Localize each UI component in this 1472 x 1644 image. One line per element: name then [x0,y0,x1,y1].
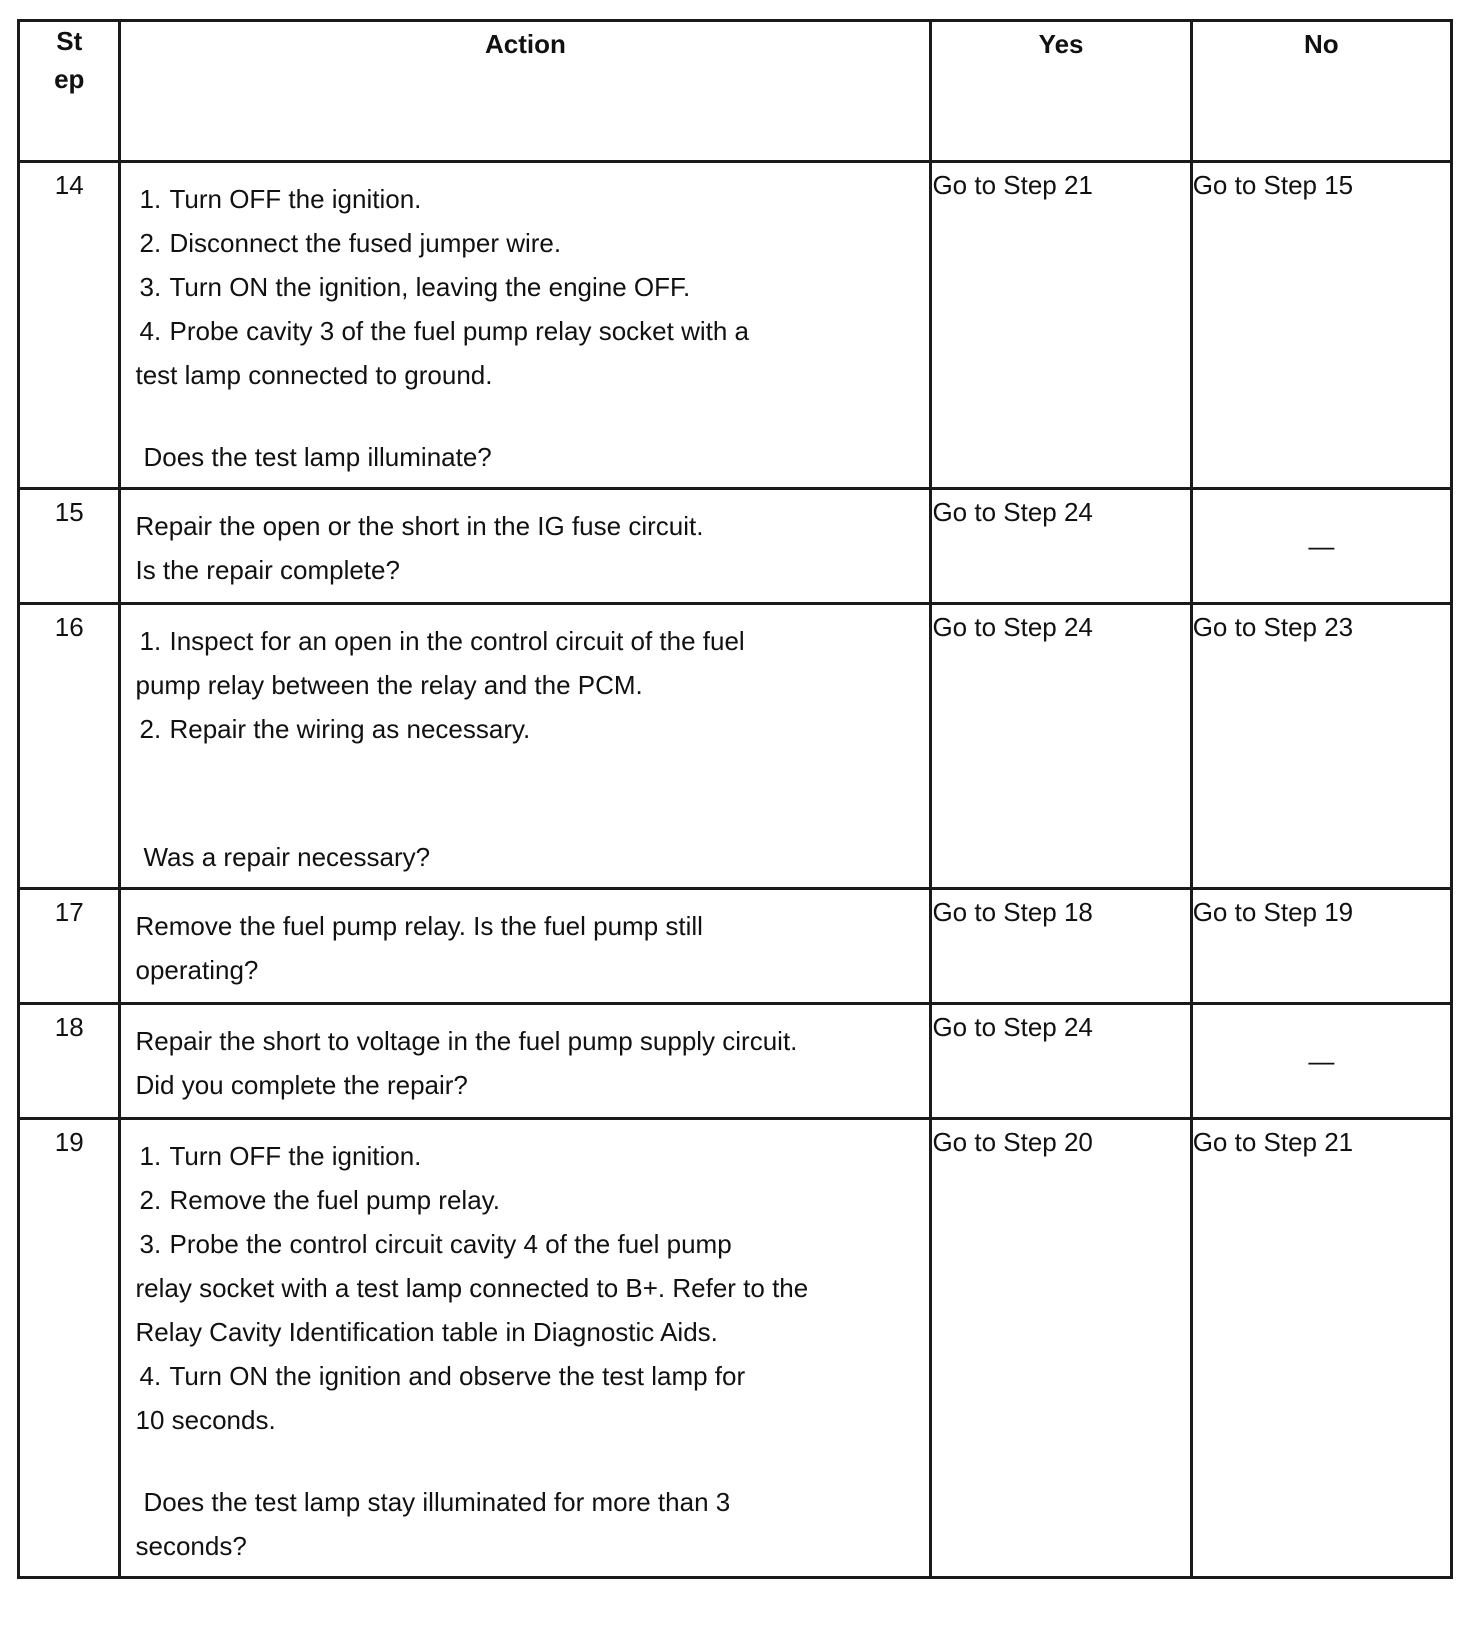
table-row [19,162,1452,489]
action-line: 4. Probe cavity 3 of the fuel pump relay socket with a [139,316,749,346]
action-line: 1. Turn OFF the ignition. [139,184,422,214]
action-line: 2. Disconnect the fused jumper wire. [139,228,562,258]
action-line: 4. Turn ON the ignition and observe the test lamp for [139,1361,746,1391]
action-line: Relay Cavity Identification table in Diagnostic Aids. [135,1317,718,1347]
action-line: 2. Repair the wiring as necessary. [139,714,531,744]
header-step-line1: St [56,26,83,56]
no-result: Go to Step 23 [1191,604,1451,889]
no-result: Go to Step 21 [1191,1119,1451,1578]
no-result: — [1191,489,1451,604]
header-row [19,21,1452,162]
diagnostic-table [17,19,1453,1579]
action-line: 1. Turn OFF the ignition. [139,1141,422,1171]
table-row [19,889,1452,1004]
action-line: Repair the open or the short in the IG fuse circuit. [135,511,704,541]
action-line: 3. Turn ON the ignition, leaving the engine OFF. [139,272,691,302]
action-cell [120,1004,931,1119]
action-cell [120,604,931,889]
step-number: 15 [19,489,120,604]
action-line: 3. Probe the control circuit cavity 4 of the fuel pump [139,1229,732,1259]
yes-result: Go to Step 24 [931,1004,1191,1119]
step-number: 17 [19,889,120,1004]
table-row [19,489,1452,604]
action-question: operating? [135,955,259,985]
step-number: 19 [19,1119,120,1578]
yes-result: Go to Step 21 [931,162,1191,489]
table-row [19,1119,1452,1578]
no-result: Go to Step 15 [1191,162,1451,489]
action-line: 1. Inspect for an open in the control circuit of the fuel [139,626,745,656]
action-line: relay socket with a test lamp connected to B+. Refer to the [135,1273,809,1303]
no-result: Go to Step 19 [1191,889,1451,1004]
header-step [19,21,120,162]
action-line: Repair the short to voltage in the fuel pump supply circuit. [135,1026,798,1056]
action-question-cont: seconds? [135,1531,247,1561]
table-row [19,604,1452,889]
step-number: 16 [19,604,120,889]
step-number: 18 [19,1004,120,1119]
action-line: 10 seconds. [135,1405,276,1435]
action-line: Remove the fuel pump relay. Is the fuel pump still [135,911,703,941]
action-cell [120,1119,931,1578]
action-question: Is the repair complete? [135,555,400,585]
action-question: Did you complete the repair? [135,1070,468,1100]
yes-result: Go to Step 24 [931,604,1191,889]
step-number: 14 [19,162,120,489]
action-question: Does the test lamp stay illuminated for more than 3 [143,1487,731,1517]
table-row [19,1004,1452,1119]
action-line: pump relay between the relay and the PCM. [135,670,643,700]
action-question: Was a repair necessary? [143,842,431,872]
yes-result: Go to Step 20 [931,1119,1191,1578]
header-step-line2: ep [54,64,85,94]
no-result: — [1191,1004,1451,1119]
action-cell [120,162,931,489]
header-action: Action [120,21,931,162]
header-no: No [1191,21,1451,162]
action-cell [120,889,931,1004]
yes-result: Go to Step 24 [931,489,1191,604]
action-cell [120,489,931,604]
action-line: test lamp connected to ground. [135,360,493,390]
action-question: Does the test lamp illuminate? [143,442,492,472]
header-yes: Yes [931,21,1191,162]
action-line: 2. Remove the fuel pump relay. [139,1185,500,1215]
yes-result: Go to Step 18 [931,889,1191,1004]
